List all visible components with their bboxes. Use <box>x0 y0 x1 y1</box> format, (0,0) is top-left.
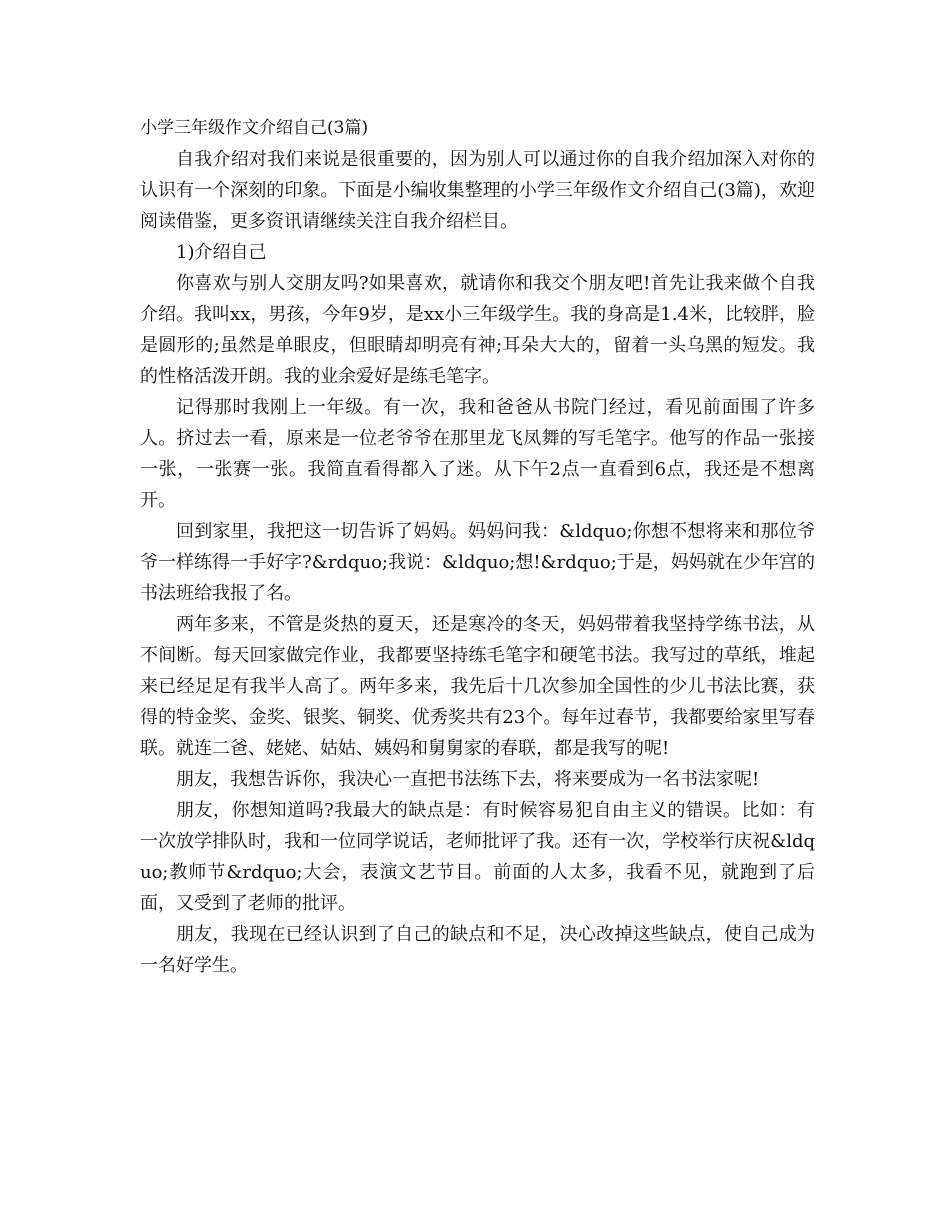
document-title: 小学三年级作文介绍自己(3篇) <box>140 118 369 138</box>
paragraph: 两年多来，不管是炎热的夏天，还是寒冷的冬天，妈妈带着我坚持学练书法，从不间断。每天回家做完作业，我都要坚持练毛笔字和硬笔书法。我写过的草纸，堆起来已经足足有我半人高了。两年多来，我先后十几次参加全国性的少儿书法比赛，获得的特金奖、金奖、银奖、铜奖、优秀奖共有23个。每年过春节，我都要给家里写春联。就连二爸、姥姥、姑姑、姨妈和舅舅家的春联，都是我写的呢! <box>140 614 815 759</box>
paragraph: 你喜欢与别人交朋友吗?如果喜欢，就请你和我交个朋友吧!首先让我来做个自我介绍。我叫xx，男孩，今年9岁，是xx小三年级学生。我的身高是1.4米，比较胖，脸是圆形的;虽然是单眼皮，但眼睛却明亮有神;耳朵大大的，留着一头乌黑的短发。我的性格活泼开朗。我的业余爱好是练毛笔字。 <box>140 273 815 387</box>
paragraph: 回到家里，我把这一切告诉了妈妈。妈妈问我：&ldquo;你想不想将来和那位爷爷一样练得一手好字?&rdquo;我说：&ldquo;想!&rdquo;于是，妈妈就在少年宫的书法班给我报了名。 <box>140 521 815 604</box>
paragraph: 记得那时我刚上一年级。有一次，我和爸爸从书院门经过，看见前面围了许多人。挤过去一看，原来是一位老爷爷在那里龙飞凤舞的写毛笔字。他写的作品一张接一张，一张赛一张。我简直看得都入了迷。从下午2点一直看到6点，我还是不想离开。 <box>140 397 815 511</box>
paragraph-intro: 自我介绍对我们来说是很重要的，因为别人可以通过你的自我介绍加深入对你的认识有一个深刻的印象。下面是小编收集整理的小学三年级作文介绍自己(3篇)，欢迎阅读借鉴，更多资讯请继续关注自我介绍栏目。 <box>140 149 815 232</box>
paragraph: 朋友，你想知道吗?我最大的缺点是：有时候容易犯自由主义的错误。比如：有一次放学排队时，我和一位同学说话，老师批评了我。还有一次，学校举行庆祝&ldquo;教师节&rdquo;大会，表演文艺节目。前面的人太多，我看不见，就跑到了后面，又受到了老师的批评。 <box>140 800 815 914</box>
paragraph: 朋友，我想告诉你，我决心一直把书法练下去，将来要成为一名书法家呢! <box>176 769 760 790</box>
paragraph: 朋友，我现在已经认识到了自己的缺点和不足，决心改掉这些缺点，使自己成为一名好学生。 <box>140 924 815 976</box>
document-page <box>140 113 815 981</box>
section-heading: 1)介绍自己 <box>176 242 267 263</box>
